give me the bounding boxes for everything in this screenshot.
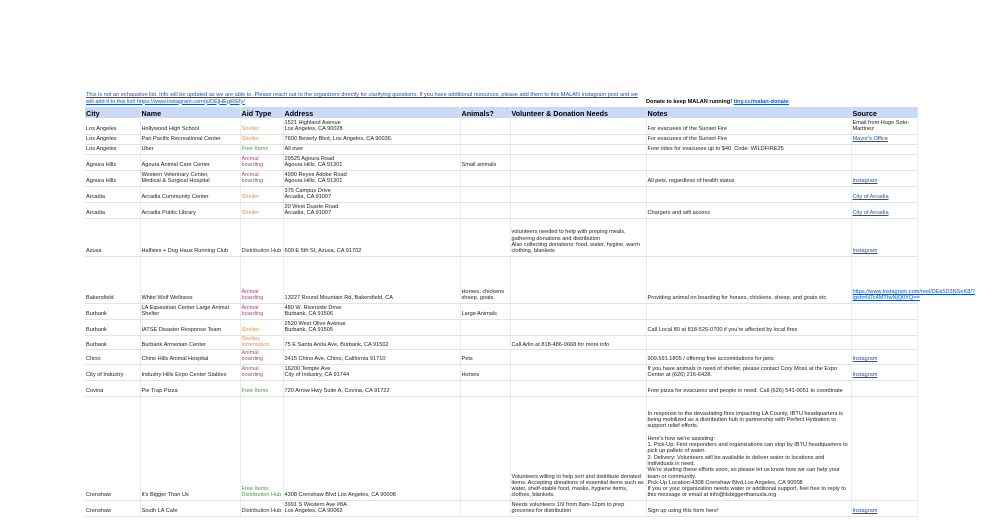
cell-notes[interactable]: All pets, regardless of health status [646,170,851,186]
cell-address[interactable]: All over [283,144,460,154]
cell-name[interactable]: Arcadia Public Library [140,202,240,218]
table-row [85,144,917,154]
table-row [85,335,917,350]
table-row [85,396,917,500]
cell-needs[interactable] [510,154,646,170]
cell-needs[interactable] [510,186,646,202]
cell-city[interactable]: Crenshaw [85,500,140,516]
table-row [85,118,917,134]
cell-needs[interactable] [510,144,646,154]
cell-aid-type[interactable]: Shelter [240,202,283,218]
table-row [85,350,917,365]
cell-city[interactable]: Chino [85,350,140,365]
cell-animals[interactable] [460,144,510,154]
cell-city[interactable]: Crenshaw [85,396,140,500]
cell-animals[interactable]: Horses, chickens sheep, goats [460,256,510,303]
cell-city[interactable]: Arcadia [85,186,140,202]
cell-source[interactable] [851,335,917,350]
cell-needs[interactable]: Call Arlin at 818-486-0668 for more info [510,335,646,350]
cell-address[interactable]: 2520 West Olive Avenue Burbank, CA 91505 [283,319,460,335]
col-header-city[interactable]: City [85,107,140,118]
cell-source[interactable]: Instagram [851,500,917,516]
cell-name[interactable]: LA Equestrian Center Large Animal Shelter [140,303,240,319]
cell-source[interactable]: Instagram [851,364,917,380]
cell-source[interactable] [851,154,917,170]
cell-aid-type[interactable]: Shelter [240,134,283,144]
cell-needs[interactable] [510,202,646,218]
cell-needs[interactable]: Volunteers willing to help sort and distribute donated items. Accepting donations of essential items such as water, shelf-stable food, masks, hygiene items, clothes, blankets. [510,396,646,500]
cell-address[interactable]: 375 Campus Drive Arcadia, CA 91007 [283,186,460,202]
cell-notes[interactable]: Chargers and wifi access [646,202,851,218]
cell-name[interactable]: Arcadia Community Center [140,186,240,202]
cell-aid-type[interactable]: Free Items [240,380,283,396]
notice-text[interactable]: This is not an exhaustive list. Info will be updated as we are able to. Please reach out to the organizers directly for clarifying questions. If you have additional resources, please add them to this MALAN instagram post and we will add it to this list! https://www.instagram.com/p/DEjHEgiREfy/ [86,92,638,105]
donate-link[interactable]: tiny.cc/malan-donate [733,99,789,105]
cell-name[interactable]: Chino Hills Animal Hospital [140,350,240,365]
resource-table [85,107,975,517]
cell-animals[interactable] [460,380,510,396]
cell-source[interactable]: Email from Hugo Soto-Martinez [851,118,917,134]
cell-address[interactable]: 3415 Chino Ave, Chino, California 91710 [283,350,460,365]
cell-address[interactable]: 4990 Reyes Adobe Road Agoura Hills, CA 91301 [283,170,460,186]
cell-animals[interactable]: Pets [460,350,510,365]
cell-notes[interactable]: Providing animal on boarding for horses, chickens, sheep, and goats etc [646,256,851,303]
cell-aid-type[interactable]: Shelter, Information [240,335,283,350]
cell-address[interactable]: 1521 Highland Avenue Los Angeles, CA 90028 [283,118,460,134]
cell-aid-type[interactable]: Animal boarding [240,350,283,365]
table-row [85,186,917,202]
cell-source[interactable]: https://www.instagram.com/reel/DEk5D3NSeK8/?igsh=NTc4MTIwNjQ0YQ== [851,256,917,303]
cell-name[interactable]: Hollywood High School [140,118,240,134]
donate-callout [646,99,789,105]
cell-notes[interactable] [646,186,851,202]
cell-source[interactable] [851,144,917,154]
cell-address[interactable]: 3991 S Western Ave #8A Los Angeles, CA 90062 [283,500,460,516]
cell-address[interactable]: 600 E 5th St, Azusa, CA 91702 [283,218,460,256]
cell-needs[interactable] [510,303,646,319]
cell-address[interactable]: 29525 Agoura Road Agoura Hills, CA 91301 [283,154,460,170]
cell-animals[interactable] [460,186,510,202]
table-body [85,118,975,516]
table-row [85,202,917,218]
cell-notes[interactable]: Call Local 80 at 818-526-0700 if you're affected by local fires [646,319,851,335]
cell-source[interactable] [851,380,917,396]
cell-notes[interactable]: For evacuees of the Sunset Fire [646,134,851,144]
table-row [85,319,917,335]
cell-needs[interactable] [510,380,646,396]
col-header-source[interactable]: Source [851,107,917,118]
cell-aid-type[interactable]: Animal boarding [240,170,283,186]
cell-source[interactable] [851,303,917,319]
table-row [85,256,917,303]
cell-aid-type[interactable]: Shelter [240,118,283,134]
col-header-notes[interactable]: Notes [646,107,851,118]
cell-name[interactable]: White Wolf Wellness [140,256,240,303]
cell-city[interactable]: Azusa [85,218,140,256]
cell-name[interactable]: Industry Hills Expo Center Stables [140,364,240,380]
cell-aid-type[interactable]: Free Items [240,144,283,154]
cell-animals[interactable]: Small animals [460,154,510,170]
cell-needs[interactable] [510,319,646,335]
cell-aid-type[interactable]: Distribution Hub [240,500,283,516]
cell-address[interactable]: 720 Arrow Hwy Suite A, Covina, CA 91722 [283,380,460,396]
cell-source[interactable]: Instagram [851,218,917,256]
cell-name[interactable]: Pie Trap Pizza [140,380,240,396]
cell-needs[interactable] [510,256,646,303]
cell-animals[interactable] [460,118,510,134]
header-row [85,107,917,118]
cell-notes[interactable]: Free rides for evacuees up to $40. Code: WILDFIRE25 [646,144,851,154]
spreadsheet [85,92,975,525]
table-row [85,364,917,380]
cell-city[interactable]: Agoura Hills [85,170,140,186]
cell-source[interactable]: Mayor's Office [851,134,917,144]
cell-aid-type[interactable]: Shelter [240,319,283,335]
cell-notes[interactable] [646,218,851,256]
cell-address[interactable]: 7600 Beverly Blvd, Los Angeles, CA 90036. [283,134,460,144]
cell-aid-type[interactable]: Animal boarding [240,256,283,303]
cell-city[interactable]: Bakersfield [85,256,140,303]
cell-address[interactable]: 16200 Temple Ave City of Industry, CA 91744 [283,364,460,380]
cell-animals[interactable] [460,335,510,350]
cell-needs[interactable]: volunteers needed to help with preping meals, gathering donations and distribution Also collecting donations: food, water, hygine, warm clothing, blankets [510,218,646,256]
cell-city[interactable]: Arcadia [85,202,140,218]
cell-aid-type[interactable]: Animal boarding [240,364,283,380]
cell-needs[interactable] [510,350,646,365]
cell-name[interactable]: Halfsies + Dog Haus Running Club [140,218,240,256]
table-row [85,154,917,170]
donate-label: Donate to keep MALAN running! [646,99,733,105]
cell-animals[interactable] [460,218,510,256]
cell-aid-type[interactable]: Distribution Hub [240,218,283,256]
cell-name[interactable]: Pan Pacific Recreational Center [140,134,240,144]
cell-city[interactable]: Covina [85,380,140,396]
col-header-address[interactable]: Address [283,107,460,118]
cell-address[interactable]: 4308 Crenshaw Blvd Los Angeles, CA 90008 [283,396,460,500]
cell-name[interactable]: South LA Cafe [140,500,240,516]
cell-needs[interactable] [510,134,646,144]
cell-animals[interactable]: Large Animals [460,303,510,319]
cell-source[interactable]: Instagram [851,350,917,365]
cell-source[interactable]: Instagram [851,170,917,186]
cell-notes[interactable]: In response to the devastating fires impacting LA County, IBTU headquarters is being mobilized as a distribution hub in partnership with Perfect Hydration to support relief efforts. Here's how we're assisting: 1. Pick-Up: First responders and organizations can stop by IBTU headquarters to pick up pallets of water. 2. Delivery: Volunteers will be available to deliver water to locations and individuals in need. We're starting these efforts soon, so please let us know how we can help your team or community. Pick-Up Location:4308 Crenshaw Blvd,Los Angeles, CA 90008 If you or your organization needs water or additional support, feel free to reply to this message or email at info@itsbiggerthanusla.org [646,396,851,500]
cell-needs[interactable] [510,364,646,380]
cell-notes[interactable]: Sign up using this form here! [646,500,851,516]
table-row [85,380,917,396]
table-row [85,500,917,516]
cell-aid-type[interactable]: Animal boarding [240,154,283,170]
cell-source[interactable]: City of Arcadia [851,186,917,202]
cell-name[interactable]: Agoura Animal Care Center [140,154,240,170]
cell-animals[interactable] [460,396,510,500]
cell-source[interactable] [851,319,917,335]
cell-notes[interactable]: 909.591.1805 / offering free accomidations for pets [646,350,851,365]
cell-source[interactable]: City of Arcadia [851,202,917,218]
col-header-aid-type[interactable]: Aid Type [240,107,283,118]
cell-notes[interactable] [646,154,851,170]
cell-needs[interactable] [510,170,646,186]
table-row [85,134,917,144]
cell-animals[interactable]: Horses [460,364,510,380]
cell-name[interactable]: It's Bigger Than Us [140,396,240,500]
cell-needs[interactable]: Needs volunteers 1/9 from 8am-12pm to prep groceries for distribution [510,500,646,516]
cell-address[interactable]: 13227 Round Mountain Rd, Bakersfield, CA [283,256,460,303]
cell-city[interactable]: Los Angeles [85,144,140,154]
cell-notes[interactable] [646,303,851,319]
cell-address[interactable]: 20 West Duarte Road Arcadia, CA 91007 [283,202,460,218]
cell-city[interactable]: Burbank [85,335,140,350]
cell-name[interactable]: Uber [140,144,240,154]
cell-animals[interactable] [460,319,510,335]
table-row [85,218,917,256]
cell-name[interactable]: Burbank Armenian Center [140,335,240,350]
cell-animals[interactable] [460,202,510,218]
cell-name[interactable]: Western Veterinary Center, Medical & Surgical Hospital [140,170,240,186]
cell-notes[interactable]: If you have animals in need of shelter, please contact Cory Moss at the Expo Center at (626) 216-6428. [646,364,851,380]
cell-notes[interactable]: Free pizza for evacuees and people in need. Call (626) 541-0051 to coordinate [646,380,851,396]
cell-source[interactable] [851,396,917,500]
col-header-name[interactable]: Name [140,107,240,118]
cell-name[interactable]: IATSE Disaster Response Team [140,319,240,335]
notice-banner [85,92,917,107]
cell-animals[interactable] [460,134,510,144]
table-row [85,170,917,186]
table-row [85,303,917,319]
cell-city[interactable]: Los Angeles [85,134,140,144]
cell-city[interactable]: Burbank [85,303,140,319]
cell-notes[interactable]: For evacuees of the Sunset Fire [646,118,851,134]
cell-aid-type[interactable]: Animal boarding [240,303,283,319]
cell-address[interactable]: 75 E Santa Anita Ave, Burbank, CA 91502 [283,335,460,350]
col-header-needs[interactable]: Volunteer & Donation Needs [510,107,646,118]
cell-needs[interactable] [510,118,646,134]
cell-address[interactable]: 480 W. Riverside Drive Burbank, CA 91506 [283,303,460,319]
cell-city[interactable]: Burbank [85,319,140,335]
cell-city[interactable]: Agoura Hills [85,154,140,170]
cell-animals[interactable] [460,170,510,186]
cell-aid-type[interactable]: Shelter [240,186,283,202]
cell-city[interactable]: City of Industry [85,364,140,380]
cell-city[interactable]: Los Angeles [85,118,140,134]
cell-notes[interactable] [646,335,851,350]
cell-animals[interactable] [460,500,510,516]
cell-aid-type[interactable]: Free Items, Distribution Hub [240,396,283,500]
col-header-animals[interactable]: Animals? [460,107,510,118]
